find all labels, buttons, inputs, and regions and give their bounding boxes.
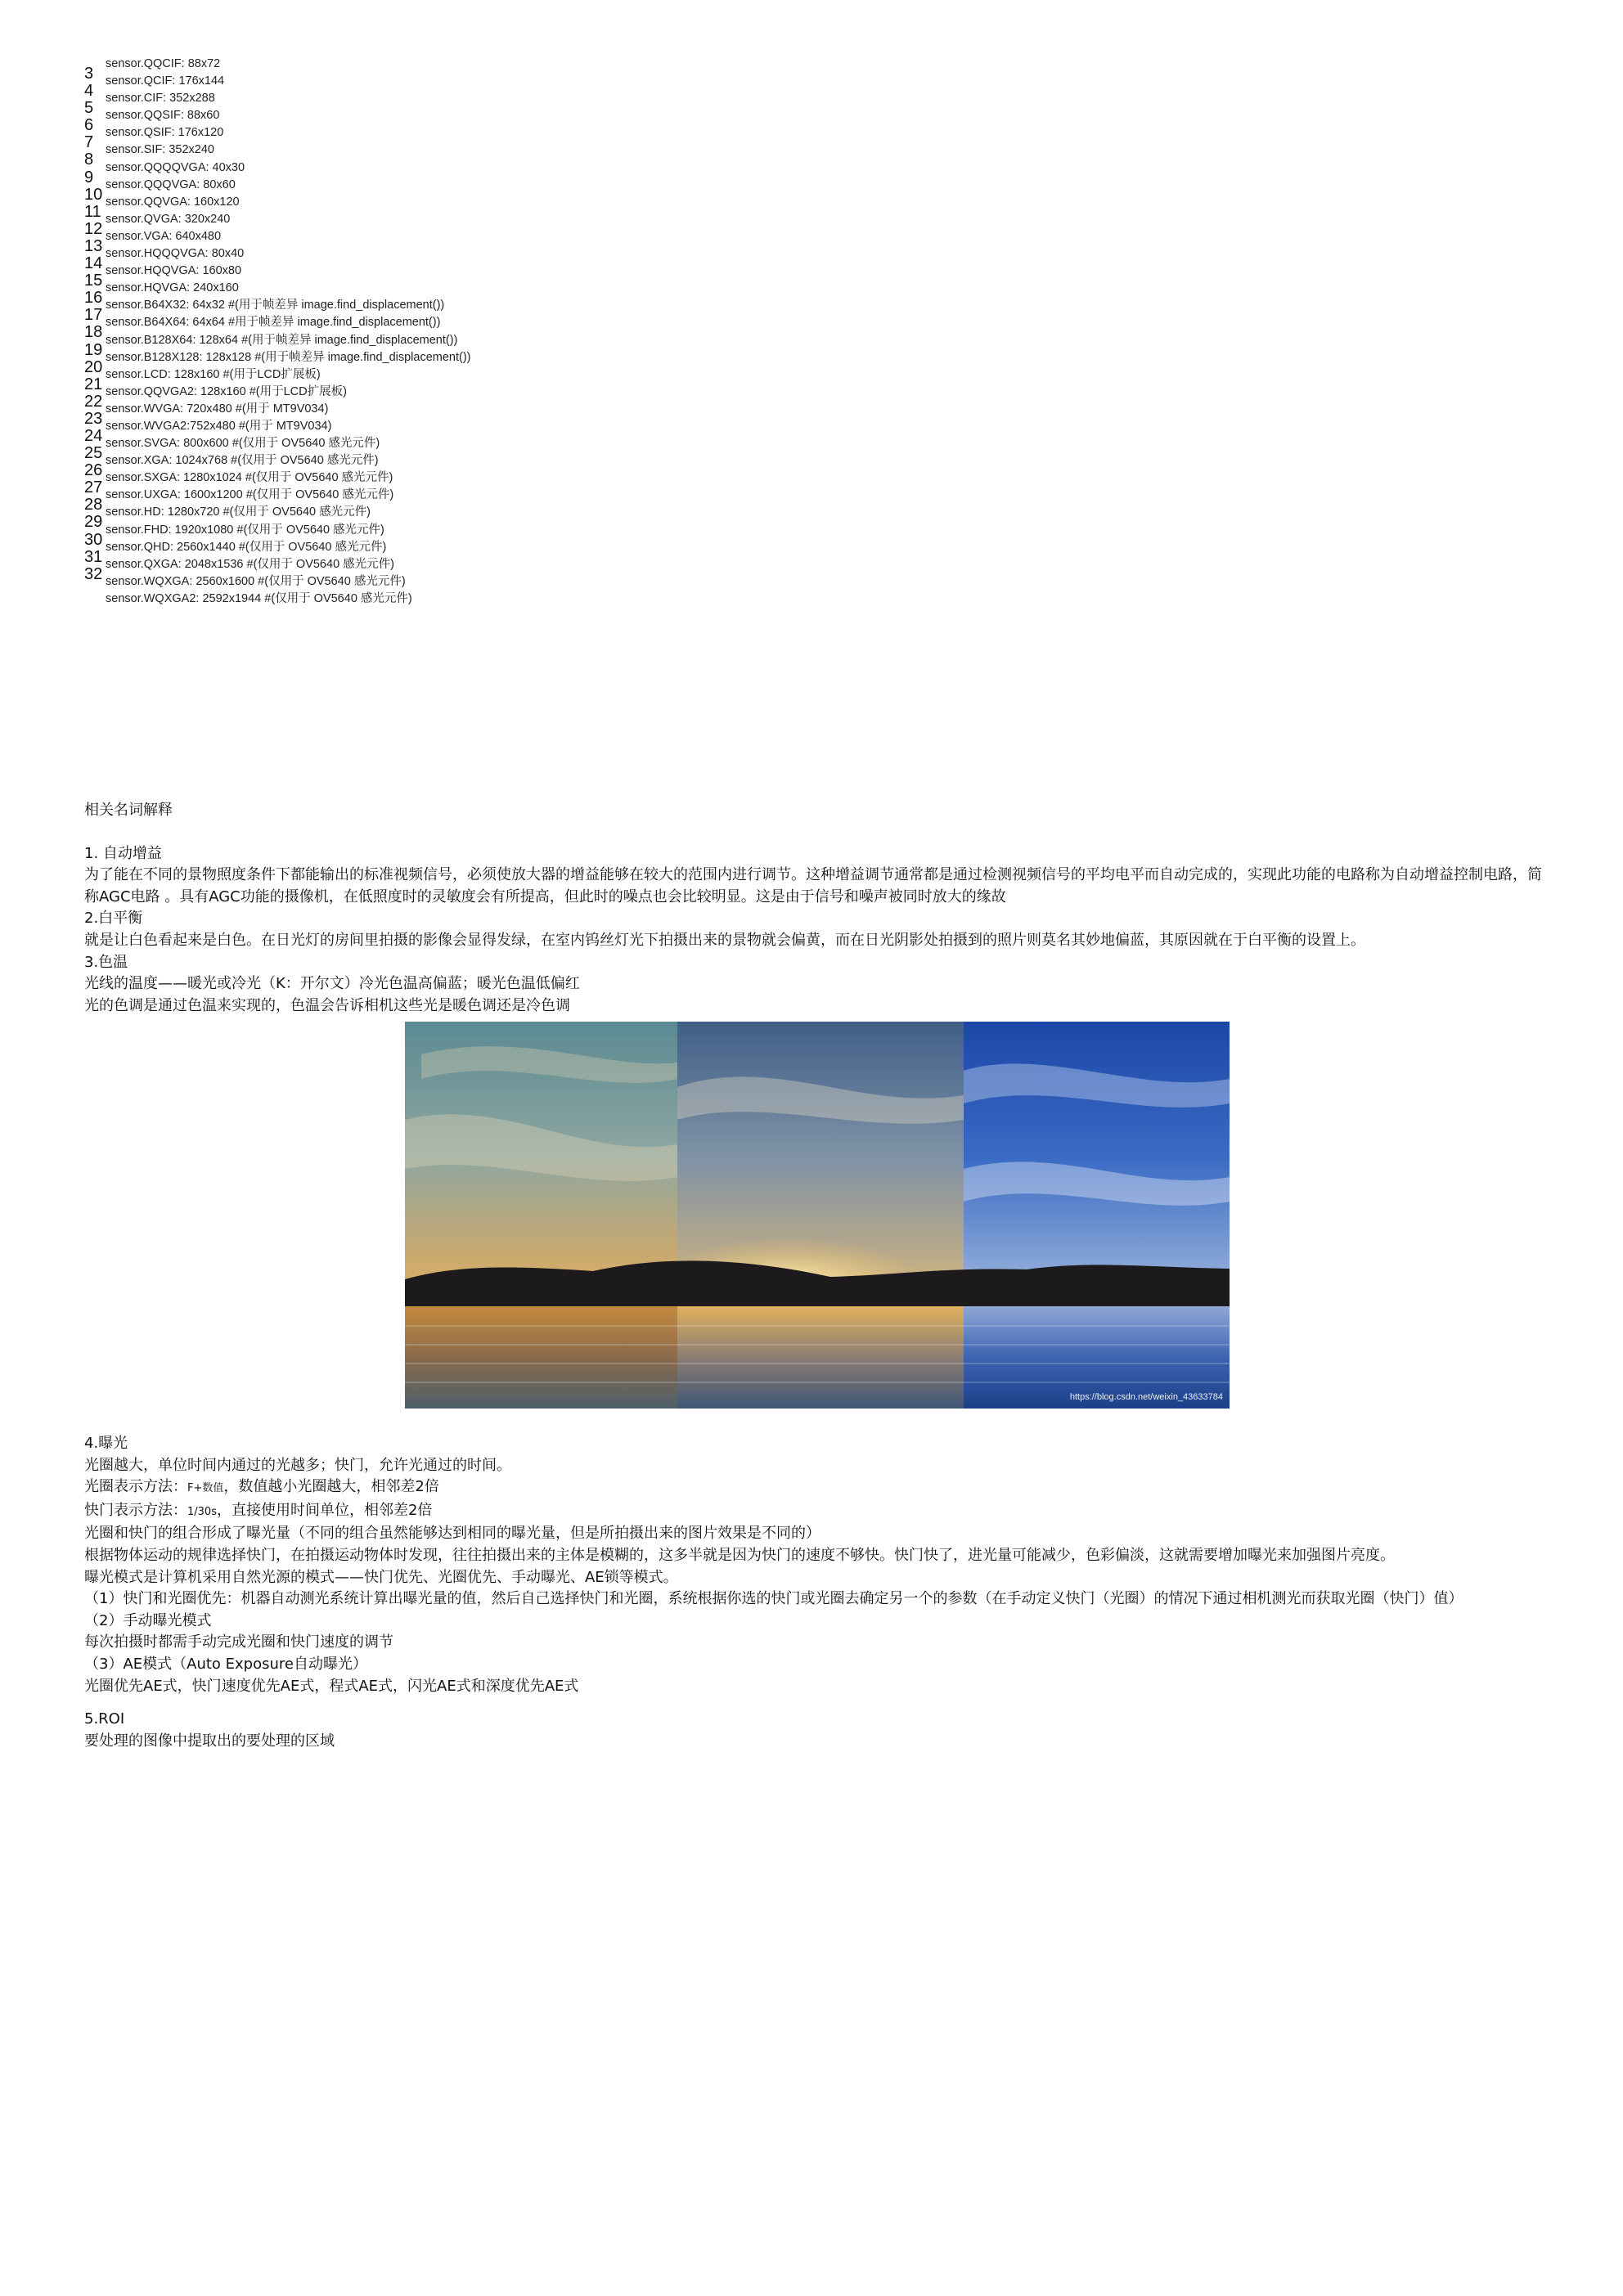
exposure-line-5: 根据物体运动的规律选择快门，在拍摄运动物体时发现，往往拍摄出来的主体是模糊的，这多半就是因为快门的速度不够快。快门快了，进光量可能减少，色彩偏淡，这就需要增加曝光来加强图片亮度。 <box>84 1546 1395 1564</box>
code-text: sensor.B64X32: 64x32 #(用于帧差异 image.find_displacement()) <box>106 299 445 312</box>
line-number: 27 <box>84 479 103 497</box>
line-number: 4 <box>84 82 94 101</box>
color-temp-line-2: 光的色调是通过色温来实现的，色温会告诉相机这些光是暖色调还是冷色调 <box>84 996 570 1014</box>
code-text: sensor.WVGA2:752x480 #(用于 MT9V034) <box>106 419 332 433</box>
shutter-notation: 1/30s <box>187 1505 217 1518</box>
line-number: 17 <box>84 306 103 325</box>
code-text: sensor.QHD: 2560x1440 #(仅用于 OV5640 感光元件) <box>106 540 387 554</box>
section-body-auto-gain: 为了能在不同的景物照度条件下都能输出的标准视频信号，必须使放大器的增益能够在较大的范围内进行调节。这种增益调节通常都是通过检测视频信号的平均电平而自动完成的，实现此功能的电路称为自动增益控制电路，简称AGC电路 。具有AGC功能的摄像机，在低照度时的灵敏度会有所提高，但此时的噪点也会比较明显。这是由于信号和噪声被同时放大的缘故 <box>84 866 1542 905</box>
line-number: 31 <box>84 547 103 566</box>
code-text: sensor.QQVGA2: 128x160 #(用于LCD扩展板) <box>106 384 347 398</box>
line-number: 21 <box>84 375 103 393</box>
line-number: 7 <box>84 133 94 152</box>
line-number: 22 <box>84 392 103 411</box>
sunset-comparison-image <box>405 1022 1230 1409</box>
code-text: sensor.QQCIF: 88x72 <box>106 57 221 70</box>
code-text: sensor.WQXGA: 2560x1600 #(仅用于 OV5640 感光元件) <box>106 574 406 588</box>
exposure-line-3 <box>84 1500 1549 1524</box>
exposure-line-7: （1）快门和光圈优先：机器自动测光系统计算出曝光量的值，然后自己选择快门和光圈，系统根据你选的快门或光圈去确定另一个的参数（在手动定义快门（光圈）的情况下通过相机测光而获取光圈（快门）值） <box>84 1590 1463 1608</box>
code-text: sensor.B64X64: 64x64 #用于帧差异 image.find_displacement()) <box>106 316 441 330</box>
line-number: 12 <box>84 219 103 238</box>
code-text: sensor.QQQQVGA: 40x30 <box>106 160 245 174</box>
code-text: sensor.HQQQVGA: 80x40 <box>106 247 245 261</box>
line-number: 20 <box>84 357 103 376</box>
color-temp-line-1: 光线的温度——暖光或冷光（K：开尔文）冷光色温高偏蓝；暖光色温低偏红 <box>84 975 580 993</box>
code-text: sensor.SXGA: 1280x1024 #(仅用于 OV5640 感光元件) <box>106 471 393 485</box>
line-number: 19 <box>84 340 103 359</box>
section-title-auto-gain: 1. 自动增益 <box>84 844 162 862</box>
code-text: sensor.UXGA: 1600x1200 #(仅用于 OV5640 感光元件) <box>106 488 394 502</box>
exposure-line-8: （2）手动曝光模式 <box>84 1611 212 1629</box>
code-text: sensor.QCIF: 176x144 <box>106 74 225 88</box>
exposure-line-1: 光圈越大，单位时间内通过的光越多；快门，允许光通过的时间。 <box>84 1456 511 1474</box>
notes-section-2 <box>84 1433 1549 1752</box>
code-text: sensor.LCD: 128x160 #(用于LCD扩展板) <box>106 367 321 381</box>
line-number: 11 <box>84 202 101 221</box>
exposure-line-9: 每次拍摄时都需手动完成光圈和快门速度的调节 <box>84 1633 393 1651</box>
line-number: 10 <box>84 185 103 204</box>
code-text: sensor.XGA: 1024x768 #(仅用于 OV5640 感光元件) <box>106 454 379 468</box>
code-text: sensor.HD: 1280x720 #(仅用于 OV5640 感光元件) <box>106 505 371 519</box>
section-body-roi: 要处理的图像中提取出的要处理的区域 <box>84 1732 335 1750</box>
line-number: 18 <box>84 323 103 342</box>
code-text: sensor.WQXGA2: 2592x1944 #(仅用于 OV5640 感光元件) <box>106 591 412 605</box>
line-number: 25 <box>84 444 103 463</box>
line-number: 8 <box>84 151 94 169</box>
line-number: 13 <box>84 236 103 255</box>
code-text: sensor.QQSIF: 88x60 <box>106 109 220 123</box>
exposure-line-2 <box>84 1476 1549 1500</box>
code-line <box>84 591 820 616</box>
code-text: sensor.HQVGA: 240x160 <box>106 281 239 295</box>
code-text: sensor.QSIF: 176x120 <box>106 126 224 140</box>
line-number: 26 <box>84 461 103 480</box>
section-title-exposure: 4.曝光 <box>84 1435 128 1452</box>
code-text: sensor.QXGA: 2048x1536 #(仅用于 OV5640 感光元件) <box>106 557 394 571</box>
line-number: 29 <box>84 513 103 532</box>
line-number: 9 <box>84 168 94 186</box>
line-number: 5 <box>84 99 94 118</box>
exposure-line-3a: 快门表示方法： <box>84 1501 187 1519</box>
code-text: sensor.SVGA: 800x600 #(仅用于 OV5640 感光元件) <box>106 437 380 451</box>
photo-watermark: https://blog.csdn.net/weixin_43633784 <box>1069 1392 1223 1402</box>
code-text: sensor.B128X64: 128x64 #(用于帧差异 image.find_displacement()) <box>106 333 458 347</box>
line-number: 16 <box>84 289 103 308</box>
line-number: 32 <box>84 564 103 583</box>
code-text: sensor.HQQVGA: 160x80 <box>106 264 242 278</box>
code-text: sensor.QQQVGA: 80x60 <box>106 177 236 191</box>
exposure-line-2a: 光圈表示方法： <box>84 1478 187 1496</box>
line-number: 3 <box>84 65 94 83</box>
exposure-line-10: （3）AE模式（Auto Exposure自动曝光） <box>84 1655 367 1673</box>
notes-heading: 相关名词解释 <box>84 802 173 819</box>
code-text: sensor.WVGA: 720x480 #(用于 MT9V034) <box>106 402 329 416</box>
line-number: 30 <box>84 530 103 549</box>
code-text: sensor.QVGA: 320x240 <box>106 212 231 226</box>
notes-section <box>84 800 1549 1017</box>
line-number: 14 <box>84 254 103 273</box>
color-temperature-photo <box>405 1022 1230 1409</box>
code-text: sensor.SIF: 352x240 <box>106 143 214 157</box>
section-title-roi: 5.ROI <box>84 1710 125 1728</box>
section-title-white-balance: 2.白平衡 <box>84 910 143 928</box>
line-number: 6 <box>84 116 94 135</box>
line-number: 24 <box>84 426 103 445</box>
line-number: 23 <box>84 409 103 428</box>
section-title-color-temp: 3.色温 <box>84 953 128 971</box>
line-number: 28 <box>84 496 103 514</box>
code-text: sensor.B128X128: 128x128 #(用于帧差异 image.find_displacement()) <box>106 350 471 364</box>
section-body-white-balance: 就是让白色看起来是白色。在日光灯的房间里拍摄的影像会显得发绿，在室内钨丝灯光下拍摄出来的景物就会偏黄，而在日光阴影处拍摄到的照片则莫名其妙地偏蓝，其原因就在于白平衡的设置上。 <box>84 931 1365 949</box>
code-listing <box>84 57 820 616</box>
line-number: 15 <box>84 272 103 290</box>
exposure-line-3b: ，直接使用时间单位，相邻差2倍 <box>216 1501 433 1519</box>
code-text: sensor.VGA: 640x480 <box>106 229 222 243</box>
code-text: sensor.FHD: 1920x1080 #(仅用于 OV5640 感光元件) <box>106 523 384 537</box>
code-text: sensor.QQVGA: 160x120 <box>106 195 240 209</box>
exposure-line-6: 曝光模式是计算机采用自然光源的模式——快门优先、光圈优先、手动曝光、AE锁等模式。 <box>84 1568 678 1586</box>
code-text: sensor.CIF: 352x288 <box>106 92 215 106</box>
exposure-line-11: 光圈优先AE式，快门速度优先AE式，程式AE式，闪光AE式和深度优先AE式 <box>84 1677 579 1695</box>
exposure-line-4: 光圈和快门的组合形成了曝光量（不同的组合虽然能够达到相同的曝光量，但是所拍摄出来的图片效果是不同的） <box>84 1525 820 1543</box>
aperture-notation: F+数值 <box>187 1482 224 1495</box>
exposure-line-2b: ，数值越小光圈越大，相邻差2倍 <box>223 1478 439 1496</box>
